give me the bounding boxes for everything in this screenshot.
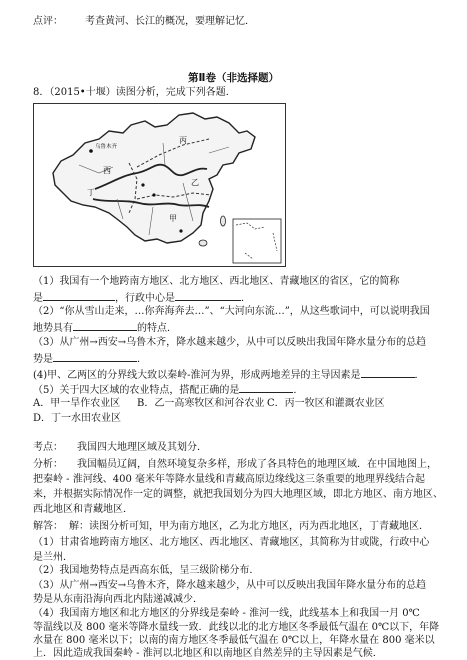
map-label-xi: 西 [103, 166, 111, 175]
kaodian-label: 考点： [33, 442, 63, 453]
fenxi-line-2: 把秦岭 - 淮河线、400 毫米年等降水量线和青藏高原边缘线这三条重要的地理界线结合起 [33, 474, 426, 485]
q5-text-end: ． [293, 385, 304, 396]
options-row-1 [33, 397, 385, 410]
q3-line-1: （3）从广州→西安→乌鲁木齐，降水越来越少，从中可以反映出我国年降水量分布的总趋 [33, 337, 427, 348]
city-marker [179, 229, 182, 232]
a3-line-2: 势是从东南沿海向西北内陆递减减少． [33, 594, 203, 605]
south-sea-inset [233, 219, 281, 263]
fenxi-label: 分析： [33, 459, 63, 470]
hainan-island [199, 240, 207, 246]
a1-line-2: 是兰州． [33, 552, 73, 563]
map-label-yi: 乙 [191, 178, 199, 187]
city-marker [141, 183, 144, 186]
q3-line-2 [33, 351, 147, 366]
q1-text-c: ，行政中心是 [115, 293, 175, 304]
note-text: 考查黄河、长江的概况，要理解记忆． [85, 16, 255, 27]
q1-text-b: 是 [33, 293, 43, 304]
city-marker [152, 193, 155, 196]
kaodian-line [33, 441, 207, 454]
note-label: 点评： [33, 16, 63, 27]
q4-line [33, 367, 425, 382]
a4-line-2: 等温线以及 800 毫米等降水量线一致．此线以北的北方地区冬季最低气温在 0℃以下，年降 [33, 622, 440, 633]
china-map-figure [33, 103, 286, 267]
fenxi-line-3: 来，并根据实际情况作一定的调整，就把我国划分为四大地理区域，即北方地区、南方地区、 [33, 489, 443, 500]
q1-line-2 [33, 290, 251, 305]
q5-text: （5）关于四大区域的农业特点，搭配正确的是 [33, 385, 240, 396]
q1-answer-blank-1[interactable] [43, 290, 115, 301]
section-title: 第Ⅱ卷（非选择题） [188, 72, 279, 84]
fenxi-text-1: 我国幅员辽阔，自然环境复杂多样，形成了各具特色的地理区域．在中国地图上， [77, 459, 437, 470]
option-b[interactable]: B．乙一高寒牧区和河谷农业 [137, 398, 265, 409]
jieda-label: 解答： [33, 521, 63, 532]
option-a[interactable]: A．甲一旱作农业区 [33, 398, 121, 409]
q3-text-c: ． [137, 354, 147, 365]
map-label-bing: 丙 [179, 136, 187, 145]
q1-line-1: （1）我国有一个地跨南方地区、北方地区、西北地区、青藏地区的省区，它的简称 [33, 276, 400, 287]
jieda-line [33, 520, 429, 533]
a4-line-3: 水量在 800 毫米以下；以南的南方地区冬季最低气温在 0℃以上，年降水量在 800 毫米以 [33, 635, 435, 646]
q1-answer-blank-2[interactable] [175, 290, 241, 301]
q3-text-b: 势是 [33, 354, 53, 365]
taiwan-island [221, 216, 226, 226]
q1-text-d: ． [241, 293, 251, 304]
q5-line [33, 382, 303, 397]
a1-line-1: （1）甘肃省地跨南方地区、北方地区、西北地区、青藏地区，其简称为甘或陇，行政中心 [33, 537, 430, 548]
a3-line-1: （3）从广州→西安→乌鲁木齐，降水越来越少，从中可以反映出我国年降水量分布的总趋 [33, 580, 427, 591]
q4-answer-blank[interactable] [361, 367, 415, 378]
a4-line-1: （4）我国南方地区和北方地区的分界线是秦岭 - 淮河一线，此线基本上和我国一月 0℃ [33, 608, 420, 619]
question-header: 8．（2015•十堰）读图分析，完成下列各题． [33, 87, 236, 98]
q2-line-2 [33, 320, 177, 335]
q4-text-b: ． [414, 370, 425, 381]
fenxi-line-4: 西北地区和青藏地区． [33, 504, 133, 515]
map-label-ding: 丁 [87, 188, 95, 197]
q2-text-b: 地势具有 [33, 323, 73, 334]
q2-line-1: （2）“你从雪山走来，…你奔海奔去…”、“大河向东流…”，从这些歌词中，可以说明我国 [33, 306, 430, 317]
fenxi-line-1 [33, 458, 437, 471]
q2-answer-blank[interactable] [73, 320, 137, 331]
q2-text-c: 的特点． [137, 323, 177, 334]
a2-line: （2）我国地势特点是西高东低，呈三级阶梯分布． [33, 565, 260, 576]
q4-text-a: (4)甲、乙两区的分界线大致以秦岭-淮河为界，形成两地差异的主导因素是 [33, 370, 361, 381]
q5-answer-blank[interactable] [239, 382, 293, 393]
option-d[interactable]: D．丁一水田农业区 [33, 413, 122, 424]
q3-answer-blank[interactable] [53, 351, 137, 362]
jieda-text: 解：读图分析可知，甲为南方地区，乙为北方地区，丙为西北地区，丁青藏地区． [69, 521, 429, 532]
a4-line-4: 上．因此造成我国秦岭 - 淮河以北地区和以南地区自然差异的主导因素是气候． [33, 648, 383, 659]
note-line [33, 15, 255, 28]
map-label-jia: 甲 [169, 214, 177, 223]
map-label-wulumuqi: 乌鲁木齐 [95, 144, 118, 150]
kaodian-text: 我国四大地理区域及其划分． [77, 442, 207, 453]
city-marker [89, 149, 93, 153]
option-c[interactable]: C．丙一牧区和灌溉农业区 [267, 398, 385, 409]
